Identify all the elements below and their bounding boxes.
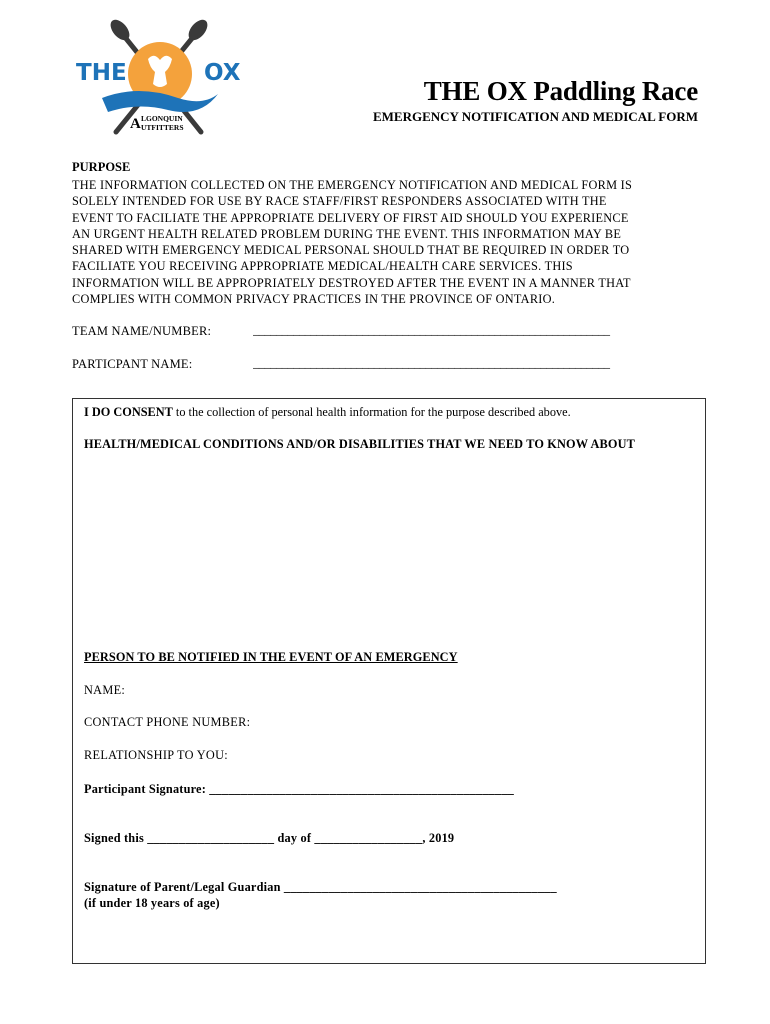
participant-signature-field[interactable]: Participant Signature: ________________________________________________ — [84, 782, 515, 796]
purpose-line: INFORMATION WILL BE APPROPRIATELY DESTROYED AFTER THE EVENT IN A MANNER THAT — [72, 275, 631, 290]
purpose-heading: PURPOSE — [72, 160, 131, 174]
purpose-line: THE INFORMATION COLLECTED ON THE EMERGENCY NOTIFICATION AND MEDICAL FORM IS — [72, 178, 633, 192]
contact-name-label: NAME: — [84, 683, 126, 697]
consent-text: to the collection of personal health information for the purpose described above. — [172, 405, 571, 419]
purpose-line: EVENT TO FACILIATE THE APPROPRIATE DELIVERY OF FIRST AID SHOULD YOU EXPERIENCE — [72, 210, 629, 225]
sponsor-a-icon: A — [130, 116, 141, 132]
purpose-text — [72, 177, 702, 307]
the-ox-logo — [68, 14, 248, 144]
consent-bold: I DO CONSENT — [84, 405, 173, 419]
guardian-note: (if under 18 years of age) — [84, 896, 220, 910]
health-conditions-area[interactable] — [84, 457, 684, 637]
team-name-field[interactable]: ______________________________________________________________ — [253, 323, 610, 337]
purpose-line: SHARED WITH EMERGENCY MEDICAL PERSONAL SHOULD THAT BE REQUIRED IN ORDER TO — [72, 243, 630, 258]
contact-phone-label: CONTACT PHONE NUMBER: — [84, 715, 251, 729]
purpose-line: SOLELY INTENDED FOR USE BY RACE STAFF/FIRST RESPONDERS ASSOCIATED WITH THE — [72, 194, 607, 209]
relationship-label: RELATIONSHIP TO YOU: — [84, 748, 229, 762]
page-title: THE OX Paddling Race — [423, 76, 698, 106]
participant-name-field[interactable]: ______________________________________________________________ — [253, 356, 610, 370]
health-conditions-heading: HEALTH/MEDICAL CONDITIONS AND/OR DISABILITIES THAT WE NEED TO KNOW ABOUT — [84, 437, 635, 451]
purpose-line: AN URGENT HEALTH RELATED PROBLEM DURING THE EVENT. THIS INFORMATION MAY BE — [72, 226, 622, 241]
participant-name-label: PARTICPANT NAME: — [72, 357, 193, 371]
sponsor-line-2: UTFITTERS — [141, 123, 184, 132]
water-wave — [102, 91, 218, 112]
consent-statement — [84, 405, 571, 420]
signed-date-field[interactable]: Signed this ____________________ day of _________________, 2019 — [84, 831, 455, 845]
medical-form-box — [72, 398, 706, 964]
team-name-label: TEAM NAME/NUMBER: — [72, 324, 212, 338]
page-subtitle: EMERGENCY NOTIFICATION AND MEDICAL FORM — [372, 109, 698, 124]
purpose-line: COMPLIES WITH COMMON PRIVACY PRACTICES IN THE PROVINCE OF ONTARIO. — [72, 292, 556, 307]
logo-ox: OX — [204, 60, 241, 86]
guardian-signature-field[interactable]: Signature of Parent/Legal Guardian ___________________________________________ — [84, 880, 557, 894]
logo-the: THE — [76, 60, 127, 86]
emergency-contact-heading: PERSON TO BE NOTIFIED IN THE EVENT OF AN EMERGENCY — [84, 650, 458, 664]
sponsor-line-1: LGONQUIN — [141, 114, 183, 123]
purpose-line: FACILIATE YOU RECEIVING APPROPRIATE MEDICAL/HEALTH CARE SERVICES. THIS — [72, 259, 573, 274]
